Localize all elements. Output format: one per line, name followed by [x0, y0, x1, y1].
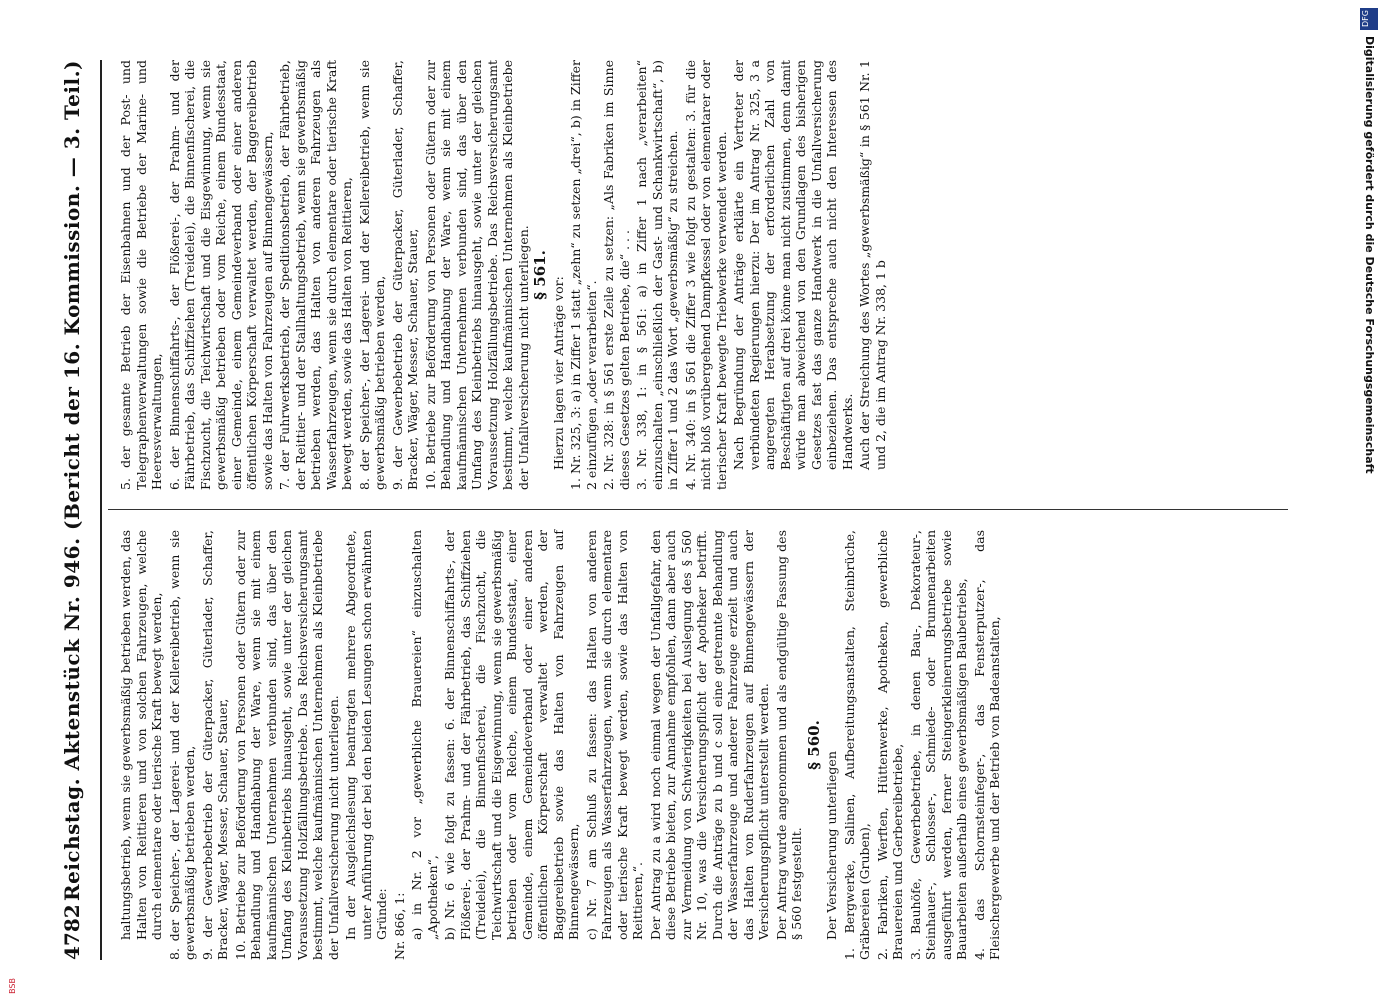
page-number: 4782	[60, 904, 84, 960]
paragraph: 3. Bauhöfe, Gewerbebetriebe, in denen Bau-, Dekorateur-, Steinhauer-, Schlosser-, Schmiede- oder Brunnenarbeiten ausgeführt werden, ferner Steingerkleinerungsbetriebe sowie Bauarbeiten außerhalb eines gewerbsmäßigen Baubetriebs,	[907, 530, 969, 960]
paragraph: 9. der Gewerbebetrieb der Güterpacker, Güterlader, Schaffer, Bracker, Wäger, Messer, Schauer, Stauer,	[199, 530, 230, 960]
paragraph: Nr. 866, 1:	[391, 892, 407, 960]
paragraph: 9. der Gewerbebetrieb der Güterpacker, Güterlader, Schaffer, Bracker, Wäger, Messer, Schauer, Stauer,	[389, 60, 420, 490]
paragraph: 10. Betriebe zur Beförderung von Personen oder Gütern oder zur Behandlung und Handhabung der Ware, wenn sie mit einem kaufmännischen Unternehmen verbunden sind, das über den Umfang des Kleinbetriebs hinausgeht, sowie unter der gleichen Voraussetzung Holzfällungsbetriebe. Das Reichsversicherungsamt bestimmt, welche kaufmännischen Unternehmen als Kleinbetriebe der Unfallversicherung nicht unterliegen.	[232, 530, 341, 960]
page-title: Reichstag. Aktenstück Nr. 946. (Bericht der 16. Kommission. — 3. Teil.)	[60, 60, 84, 902]
paragraph: Auch der Streichung des Wortes „gewerbsmäßig“ in § 561 Nr. 1 und 2, die im Antrag Nr. 338, 1 b	[857, 60, 888, 470]
paragraph: 2. Nr. 328: in § 561 erste Zeile zu setzen: „Als Fabriken im Sinne dieses Gesetzes gelten Betriebe, die“ . . .	[601, 60, 632, 490]
section-heading: § 560.	[804, 720, 823, 770]
section-heading: § 561.	[531, 250, 549, 300]
digitization-credit: Digitalisierung gefördert durch die Deutsche Forschungsgemeinschaft	[1363, 36, 1376, 474]
paragraph: 7. der Fuhrwerksbetrieb, der Speditionsbetrieb, der Fährbetrieb, der Reittier- und der Stallhaltungsbetrieb, wenn sie gewerbsmäßig betrieben werden, das Halten von anderen Fahrzeugen als Wasserfahrzeugen, wenn sie durch elementare oder tierische Kraft bewegt werden, sowie das Halten von Reittieren,	[277, 60, 354, 490]
paragraph: 1. Nr. 325, 3: a) in Ziffer 1 statt „zehn“ zu setzen „drei“, b) in Ziffer 2 einzufügen „oder verarbeiten“.	[568, 60, 599, 490]
paragraph: Der Antrag wurde angenommen und als endgültige Fassung des § 560 festgestellt.	[773, 530, 804, 940]
page-content	[60, 40, 1300, 960]
paragraph: Der Antrag zu a wird noch einmal wegen der Unfallgefahr, den diese Betriebe bieten, zur Annahme empfohlen, dann aber auch zur Vermeidung von Schwierigkeiten bei Auslegung des § 560 Nr. 10, was die Versicherungspflicht der Apotheker betrifft. Durch die Anträge zu b und c soll eine getrennte Behandlung der Wasserfahrzeuge und anderer Fahrzeuge erzielt und auch das Halten von Ruderfahrzeugen auf Binnengewässern der Versicherungspflicht unterstellt werden.	[647, 530, 771, 940]
paragraph: 8. der Speicher-, der Lagerei- und der Kellereibetrieb, wenn sie gewerbsmäßig betrieben werden,	[356, 60, 387, 490]
paragraph: 1. Bergwerke, Salinen, Aufbereitungsanstalten, Steinbrüche, Gräbereien (Gruben),	[841, 530, 872, 960]
column-divider	[108, 509, 1288, 510]
paragraph: In der Ausgleichslesung beantragten mehrere Abgeordnete, unter Anführung der bei den beiden Lesungen schon erwähnten Gründe:	[343, 530, 389, 940]
paragraph: 5. der gesamte Betrieb der Eisenbahnen und der Post- und Telegraphenverwaltungen sowie die Betriebe der Marine- und Heeresverwaltungen,	[118, 60, 164, 490]
dfg-logo: DFG	[1360, 8, 1378, 30]
paragraph: Nach Begründung der Anträge erklärte ein Vertreter der verbündeten Regierungen hierzu: Der im Antrag Nr. 325, 3 a angeregten Herabsetzung der erforderlichen Zahl von Beschäftigten auf drei könne man nicht zustimmen, denn damit würde man abweichend von den Grundlagen des bisherigen Gesetzes fast das ganze Handwerk in die Unfallversicherung einbeziehen. Das entspreche auch nicht den Interessen des Handwerks.	[731, 60, 855, 470]
page-header	[60, 60, 102, 960]
bsb-mark: BSB	[8, 978, 17, 994]
left-column	[118, 530, 1288, 960]
paragraph: Der Versicherung unterliegen	[824, 751, 839, 940]
paragraph: 6. der Binnenschiffahrts-, der Flößerei-, der Prahm- und der Fährbetrieb, das Schiffziehen (Treidelei), die Binnenfischerei, die Fischzucht, die Teichwirtschaft und die Eisgewinnung, wenn sie gewerbsmäßig betrieben oder vom Reiche, einem Bundesstaat, einer Gemeinde, einem Gemeindeverband oder einer anderen öffentlichen Körperschaft verwaltet werden, der Baggereibetrieb sowie das Halten von Fahrzeugen auf Binnengewässern,	[166, 60, 275, 490]
paragraph: haltungsbetrieb, wenn sie gewerbsmäßig betrieben werden, das Halten von Reittieren und von solchen Fahrzeugen, welche durch elementare oder tierische Kraft bewegt werden,	[118, 530, 164, 940]
paragraph: a) in Nr. 2 vor „gewerbliche Brauereien“ einzuschalten „Apotheken“,	[409, 530, 440, 940]
paragraph: 3. Nr. 338, 1: in § 561: a) in Ziffer 1 nach „verarbeiten“ einzuschalten „einschließlich der Gast- und Schankwirtschaft“, b) in Ziffer 1 und 2 das Wort „gewerbsmäßig“ zu streichen.	[634, 60, 680, 490]
right-column	[118, 60, 1288, 490]
paragraph: 4. Nr. 340: in § 561 die Ziffer 3 wie folgt zu gestalten: 3. für die nicht bloß vorübergehend Dampfkessel oder von elementarer oder tierischer Kraft bewegte Triebwerke verwendet werden.	[682, 60, 729, 490]
paragraph: 4. das Schornsteinfeger-, das Fensterputzer-, das Fleischergewerbe und der Betrieb von Badeanstalten,	[971, 530, 1002, 960]
paragraph: c) Nr. 7 am Schluß zu fassen: das Halten von anderen Fahrzeugen als Wasserfahrzeugen, wenn sie durch elementare oder tierische Kraft bewegt werden, sowie das Halten von Reittieren,“.	[583, 530, 645, 940]
paragraph: Hierzu lagen vier Anträge vor:	[550, 276, 566, 470]
paragraph: 2. Fabriken, Werften, Hüttenwerke, Apotheken, gewerbliche Brauereien und Gerbereibetriebe,	[874, 530, 905, 960]
paragraph: 8. der Speicher-, der Lagerei- und der Kellereibetrieb, wenn sie gewerbsmäßig betrieben werden,	[166, 530, 197, 960]
paragraph: b) Nr. 6 wie folgt zu fassen: 6. der Binnenschiffahrts-, der Flößerei-, der Prahm- und der Fährbetrieb, das Schiffziehen (Treidelei), die Binnenfischerei, die Fischzucht, die Teichwirtschaft und die Eisgewinnung, wenn sie gewerbsmäßig betrieben oder vom Reiche, einem Bundesstaat, einer Gemeinde, einem Gemeindeverband oder einer anderen öffentlichen Körperschaft verwaltet werden, der Baggereibetrieb sowie das Halten von Fahrzeugen auf Binnengewässern,	[442, 530, 581, 940]
paragraph: 10. Betriebe zur Beförderung von Personen oder Gütern oder zur Behandlung und Handhabung der Ware, wenn sie mit einem kaufmännischen Unternehmen verbunden sind, das über den Umfang des Kleinbetriebs hinausgeht, sowie unter der gleichen Voraussetzung Holzfällungsbetriebe. Das Reichsversicherungsamt bestimmt, welche kaufmännischen Unternehmen als Kleinbetriebe der Unfallversicherung nicht unterliegen.	[422, 60, 531, 490]
